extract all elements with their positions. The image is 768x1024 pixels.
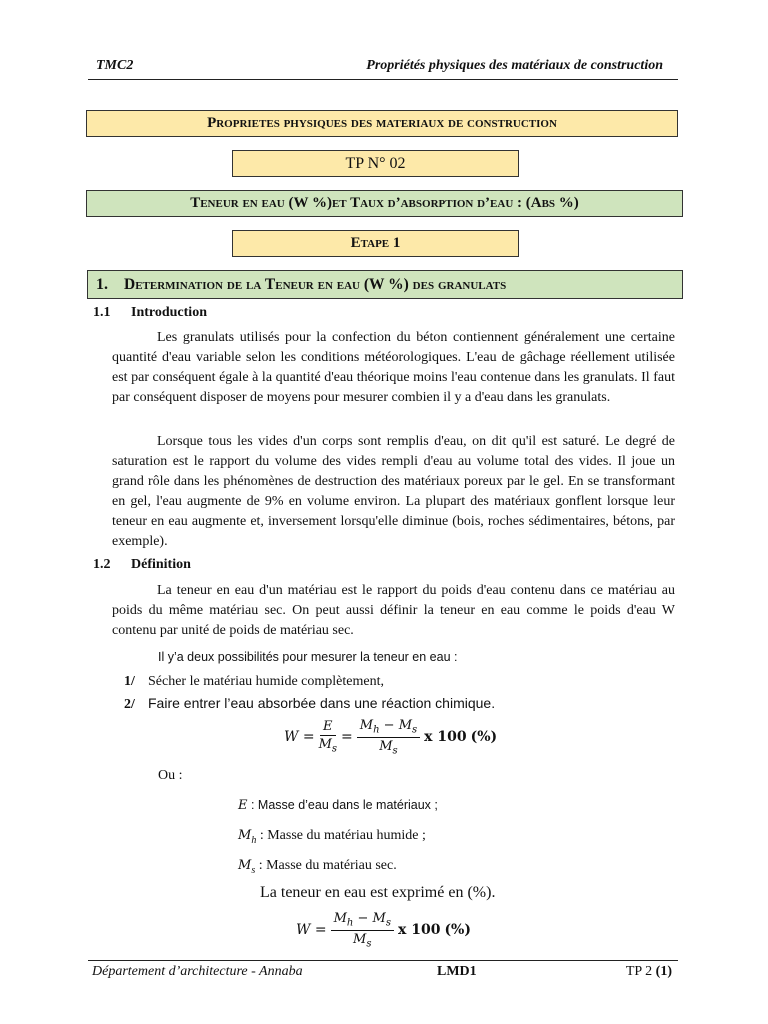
method-item-2: 2/ Faire entrer l’eau absorbée dans une réaction chimique. (124, 695, 496, 712)
step-title: Etape 1 (350, 235, 401, 251)
unit-statement: La teneur en eau est exprimé en (%). (260, 884, 496, 901)
tp-number: TP N° 02 (345, 154, 406, 172)
subject-title-box (86, 190, 683, 217)
formula-water-content: W = $\frac{E}{M_s}$ = $\frac{M_h - M_s}{M_s}$ x 100 (%) (284, 718, 498, 757)
fraction-mh-minus-ms: $\frac{M_h - M_s}{M_s}$ (331, 911, 394, 949)
definition-paragraph: La teneur en eau d'un matériau est le rapport du poids d'eau contenu dans ce matériau au poids du même matériau sec. On peut aussi définir la teneur en eau comme le poids d'eau W contenu par unité de poids de matériau sec. (112, 583, 675, 638)
section-1-title: Determination de la Teneur en eau (W %) des granulats (124, 275, 507, 293)
subsection-definition (93, 557, 191, 573)
subsection-title: Introduction (131, 305, 207, 320)
main-title: Proprietes physiques des materiaux de construction (207, 115, 557, 131)
step-box (232, 230, 519, 257)
formula-water-content-short: W = $\frac{M_h - M_s}{M_s}$ x 100 (%) (296, 911, 471, 950)
method-item-1: 1/ Sécher le matériau humide complètement, (124, 674, 384, 689)
intro-paragraph-1: Les granulats utilisés pour la confection du béton contiennent généralement une certaine quantité d'eau variable selon les conditions météorologiques. L'eau de gâchage réellement utilisée est par conséquent égale à la quantité d'eau théorique moins l'eau contenue dans les granulats. Il faut par conséquent disposer de moyens pour mesurer combien il y a d'eau dans les granulats. (112, 330, 675, 405)
page-number: (1) (655, 964, 672, 979)
subsection-number: 1.1 (93, 305, 111, 320)
header-divider (88, 79, 678, 80)
footer-level: LMD1 (437, 964, 477, 979)
fraction-mh-minus-ms: $\frac{M_h - M_s}{M_s}$ (357, 718, 420, 756)
definition-e: E : Masse d’eau dans le matériaux ; (238, 798, 438, 813)
footer-divider (88, 960, 678, 961)
section-1-number: 1. (96, 275, 108, 293)
footer-page: TP 2 (1) (625, 964, 672, 979)
intro-paragraph-2: Lorsque tous les vides d'un corps sont remplis d'eau, on dit qu'il est saturé. Le degré de saturation est le rapport du volume des vides rempli d'eau au volume total des vides. Il joue un grand rôle dans les phénomènes de destruction des matériaux poreux par le gel. En se transformant en gel, l'eau augmente de 9% en volume environ. La plupart des matériaux gonflent lorsque leur teneur en eau augmente et, inversement lorsqu'elle diminue (bois, roches sédimentaires, bétons, par exemple). (112, 434, 675, 549)
subsection-number: 1.2 (93, 557, 111, 572)
subject-title: Teneur en eau (W %)et Taux d’absorption d’eau : (Abs %) (190, 195, 579, 211)
methods-intro: Il y’a deux possibilités pour mesurer la teneur en eau : (158, 650, 458, 664)
definition-mh: $M_h$ : Masse du matériau humide ; (238, 828, 426, 846)
main-title-box (86, 110, 678, 137)
definition-ms: $M_s$ : Masse du matériau sec. (238, 858, 397, 876)
subsection-introduction (93, 305, 207, 321)
ou-label: Ou : (158, 768, 183, 783)
section-1-heading (87, 270, 683, 299)
footer-department: Département d’architecture - Annaba (92, 964, 303, 979)
tp-number-box (232, 150, 519, 177)
subsection-title: Définition (131, 557, 191, 572)
header-title: Propriétés physiques des matériaux de construction (366, 58, 663, 73)
fraction-e-over-ms: $\frac{E}{M_s}$ (318, 719, 338, 755)
header-course: TMC2 (96, 58, 134, 73)
